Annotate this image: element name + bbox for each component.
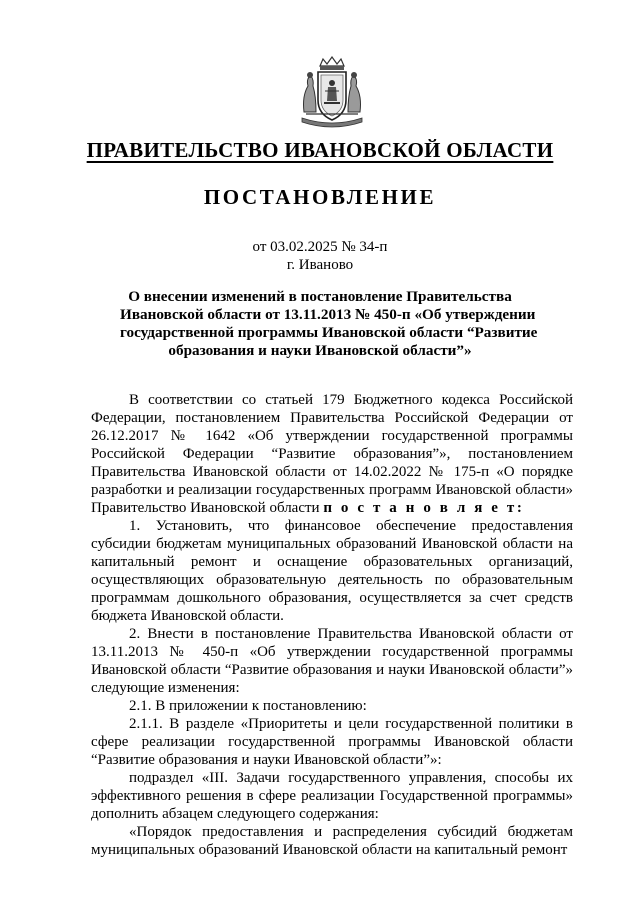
paragraph-2: 2. Внести в постановление Правительства Ивановской области от 13.11.2013 № 450-п «Об утверждении государственной программы Ивановской области “Развитие образования и науки Ивановской области”» следующие изменения: bbox=[91, 626, 573, 696]
paragraph-1: 1. Установить, что финансовое обеспечение предоставления субсидии бюджетам муниципальных образований Ивановской области на капитальный ремонт и оснащение образовательных организаций, осуществляющих образовательную деятельность по образовательным программам дошкольного образования, осуществляется за счет средств бюджета Ивановской области. bbox=[91, 518, 573, 624]
city: г. Иваново bbox=[286, 257, 354, 273]
ivanovo-coat-of-arms-icon bbox=[296, 56, 368, 132]
document-body bbox=[91, 391, 573, 859]
date-block bbox=[0, 238, 640, 274]
subject-line: Ивановской области от 13.11.2013 № 450-п «Об утверждении bbox=[120, 306, 536, 323]
subject-line: образования и науки Ивановской области”» bbox=[168, 342, 472, 359]
document-subject bbox=[120, 288, 538, 360]
date-number: от 03.02.2025 № 34-п bbox=[252, 239, 388, 255]
document-type: ПОСТАНОВЛЕНИЕ bbox=[203, 185, 437, 209]
preamble-paragraph bbox=[91, 391, 573, 517]
subject-line: государственной программы Ивановской области “Развитие bbox=[120, 324, 538, 341]
paragraph-quote: «Порядок предоставления и распределения субсидий бюджетам муниципальных образований Ивановской области на капитальный ремонт bbox=[91, 824, 573, 858]
preamble-text: В соответствии со статьей 179 Бюджетного кодекса Российской Федерации, постановлением Правительства Российской Федерации от 26.12.2017 № 1642 «Об утверждении государственной программы Российской Федерации “Развитие образования”», постановлением Правительства Ивановской области от 14.02.2022 № 175-п «О порядке разработки и реализации государственных программ Ивановской области» Правительство Ивановской области bbox=[91, 392, 573, 516]
subject-line: О внесении изменений в постановление Правительства bbox=[128, 288, 512, 305]
paragraph-2-1: 2.1. В приложении к постановлению: bbox=[129, 698, 367, 714]
resolves-word: п о с т а н о в л я е т: bbox=[323, 500, 525, 516]
paragraph-subsection: подраздел «III. Задачи государственного управления, способы их эффективного решения в сфере реализации Государственной программы» дополнить абзацем следующего содержания: bbox=[91, 770, 573, 822]
paragraph-2-1-1: 2.1.1. В разделе «Приоритеты и цели государственной политики в сфере реализации государственной программы Ивановской области “Развитие образования и науки Ивановской области”»: bbox=[91, 716, 573, 768]
government-name: ПРАВИТЕЛЬСТВО ИВАНОВСКОЙ ОБЛАСТИ bbox=[86, 138, 554, 162]
